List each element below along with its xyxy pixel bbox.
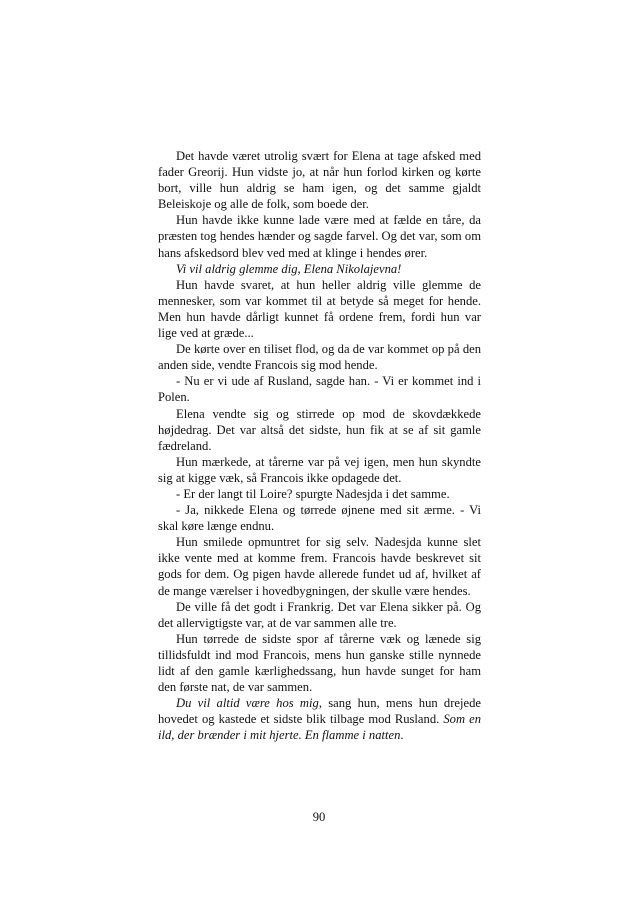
dialogue-line: - Ja, nikkede Elena og tørrede øjnene med sit ærme. - Vi skal køre længe endnu.	[158, 503, 481, 534]
paragraph: Elena vendte sig og stirrede op mod de skovdækkede højdedrag. Det var altså det sidste, hun fik at se af sit gamle fædreland.	[158, 406, 481, 453]
body-text	[158, 148, 481, 743]
italic-quote: Vi vil aldrig glemme dig, Elena Nikolajevna!	[176, 261, 402, 276]
closing-paragraph	[158, 695, 481, 743]
paragraph: Hun havde svaret, at hun heller aldrig ville glemme de mennesker, som var kommet til at betyde så meget for hende. Men hun havde dårligt kunnet få ordene frem, fordi hun var lige ved at græde...	[158, 277, 481, 341]
closing-period: .	[400, 728, 404, 743]
paragraph: De ville få det godt i Frankrig. Det var Elena sikker på. Og det allervigtigste var, at de var sammen alle tre.	[158, 599, 481, 630]
paragraph: Hun smilede opmuntret for sig selv. Nadesjda kunne slet ikke vente med at komme frem. Francois havde beskrevet sit gods for dem. Og pigen havde allerede fundet ud af, hvilket af de mange værelser i hovedbygningen, der skulle være hendes.	[158, 535, 481, 598]
song-title-italic: Du vil altid være hos mig	[176, 696, 319, 711]
paragraph: Hun havde ikke kunne lade være med at fælde en tåre, da præsten tog hendes hænder og sagde farvel. Og det var, som om hans afskedsord blev ved med at klinge i hendes ører.	[158, 213, 481, 260]
paragraph: Hun tørrede de sidste spor af tårerne væk og lænede sig tillidsfuldt ind mod Francois, mens hun ganske stille nynnede lidt af den gamle kærlighedssang, hun havde sunget for ham den første nat, de var sammen.	[158, 631, 481, 695]
dialogue-line: - Nu er vi ude af Rusland, sagde han. - Vi er kommet ind i Polen.	[158, 374, 481, 405]
closing-text: , sang hun, mens hun drejede hovedet og kastede et sidste blik tilbage mod Rusland.	[158, 696, 481, 727]
paragraph: De kørte over en tiliset flod, og da de var kommet op på den anden side, vendte Francois sig mod hende.	[158, 342, 481, 373]
page-number: 90	[312, 810, 326, 824]
closing-italic: Som en ild, der brænder i mit hjerte. En flamme i natten	[158, 712, 481, 743]
paragraph: Hun mærkede, at tårerne var på vej igen, men hun skyndte sig at kigge væk, så Francois ikke opdagede det.	[158, 454, 481, 485]
dialogue-line: - Er der langt til Loire? spurgte Nadesjda i det samme.	[176, 486, 450, 501]
paragraph: Det havde været utrolig svært for Elena at tage afsked med fader Greorij. Hun vidste jo, at når hun forlod kirken og kørte bort, ville hun aldrig se ham igen, og det samme gjaldt Beleiskoje og alle de folk, som boede der.	[158, 149, 481, 212]
